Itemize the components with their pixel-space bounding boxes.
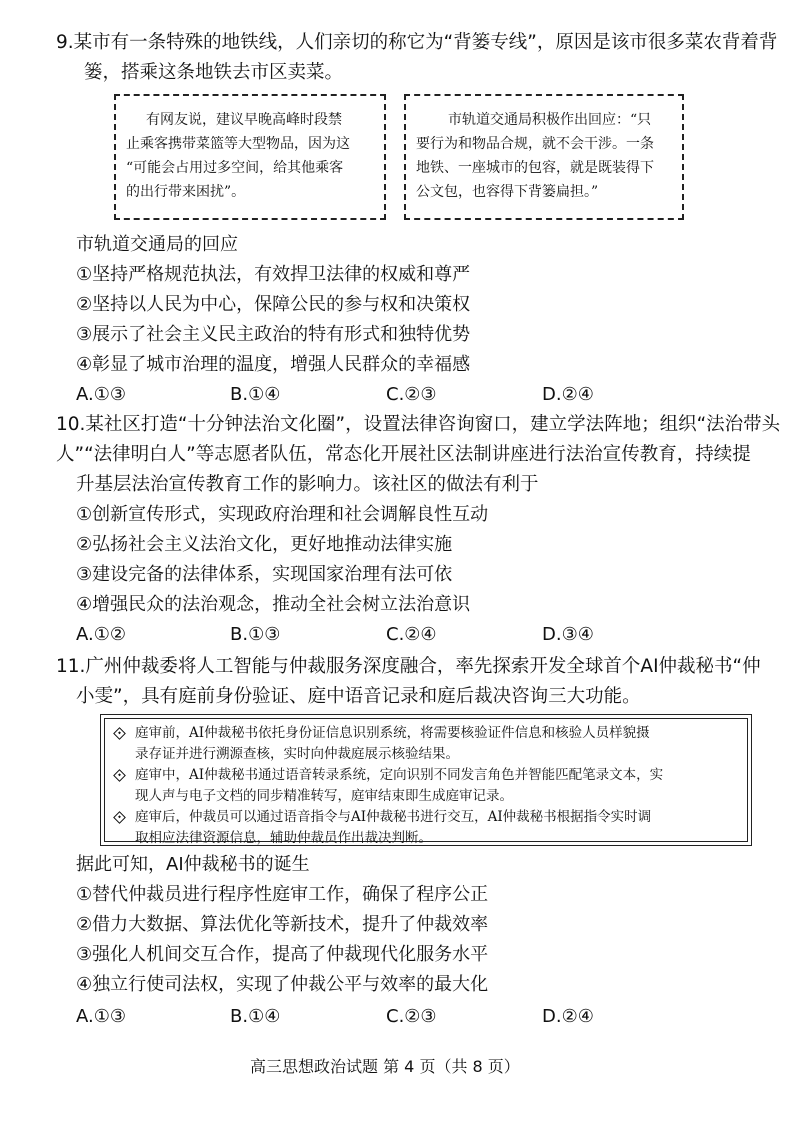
q9-option-a[interactable]: A.①③ (76, 384, 126, 405)
q10-item-4: ④增强民众的法治观念，推动全社会树立法治意识 (76, 594, 471, 615)
q11-options (0, 1004, 800, 1030)
q9-item-2: ②坚持以人民为中心，保障公民的参与权和决策权 (76, 294, 471, 315)
diamond-bullet-icon (113, 769, 126, 782)
q11-item-4: ④独立行使司法权，实现了仲裁公平与效率的最大化 (76, 974, 489, 995)
q11-option-b[interactable]: B.①④ (230, 1006, 281, 1027)
q9-option-c[interactable]: C.②③ (386, 384, 437, 405)
q9-right-box-line-4: 公文包，也容得下背篓扁担。” (416, 184, 599, 200)
q9-lead: 市轨道交通局的回应 (76, 234, 238, 255)
q10-stem-line-2: 人”“法律明白人”等志愿者队伍，常态化开展社区法制讲座进行法治宣传教育，持续提 (56, 444, 751, 465)
q9-item-3: ③展示了社会主义民主政治的特有形式和独特优势 (76, 324, 471, 345)
q9-netizen-box (114, 94, 386, 220)
q11-item-1: ①替代仲裁员进行程序性庭审工作，确保了程序公正 (76, 884, 489, 905)
q9-item-4: ④彰显了城市治理的温度，增强人民群众的幸福感 (76, 354, 471, 375)
q11-item-3: ③强化人机间交互合作，提高了仲裁现代化服务水平 (76, 944, 489, 965)
q11-box-item-2-line-2: 现人声与电子文档的同步精准转写，庭审结束即生成庭审记录。 (135, 788, 513, 804)
page-footer: 高三思想政治试题 第 4 页（共 8 页） (250, 1057, 520, 1076)
q9-right-box-line-1: 市轨道交通局积极作出回应：“只 (448, 112, 652, 128)
q11-function-box (104, 718, 748, 846)
q11-lead: 据此可知，AI仲裁秘书的诞生 (76, 854, 310, 875)
q9-options (0, 382, 800, 408)
q11-option-a[interactable]: A.①③ (76, 1006, 126, 1027)
q11-option-c[interactable]: C.②③ (386, 1006, 437, 1027)
q11-stem-line-1: 11.广州仲裁委将人工智能与仲裁服务深度融合，率先探索开发全球首个AI仲裁秘书“仲 (56, 656, 761, 677)
q11-item-2: ②借力大数据、算法优化等新技术，提升了仲裁效率 (76, 914, 489, 935)
q9-right-box-line-3: 地铁、一座城市的包容，就是既装得下 (416, 160, 654, 176)
q10-option-b[interactable]: B.①③ (230, 624, 281, 645)
q9-left-box-line-1: 有网友说，建议早晚高峰时段禁 (146, 112, 342, 128)
q10-options (0, 622, 800, 648)
q9-stem-line-1: 9.某市有一条特殊的地铁线，人们亲切的称它为“背篓专线”，原因是该市很多菜农背着背 (56, 32, 778, 53)
q11-stem-line-2: 小雯”，具有庭前身份验证、庭中语音记录和庭后裁决咨询三大功能。 (76, 686, 641, 707)
q9-stem-line-2: 篓，搭乘这条地铁去市区卖菜。 (84, 62, 344, 83)
q9-left-box-line-2: 止乘客携带菜篮等大型物品，因为这 (126, 136, 350, 152)
q10-option-c[interactable]: C.②④ (386, 624, 437, 645)
q9-option-d[interactable]: D.②④ (542, 384, 594, 405)
q9-right-box-line-2: 要行为和物品合规，就不会干涉。一条 (416, 136, 654, 152)
q10-item-1: ①创新宣传形式，实现政府治理和社会调解良性互动 (76, 504, 489, 525)
q10-option-d[interactable]: D.③④ (542, 624, 594, 645)
q11-box-item-1-line-2: 录存证并进行溯源查核，实时向仲裁庭展示核验结果。 (135, 746, 459, 762)
q9-left-box-line-4: 的出行带来困扰”。 (126, 184, 246, 200)
q10-stem-line-1: 10.某社区打造“十分钟法治文化圈”，设置法律咨询窗口，建立学法阵地；组织“法治带头 (56, 414, 781, 435)
q11-box-item-3-line-2: 取相应法律资源信息，辅助仲裁员作出裁决判断。 (135, 830, 432, 846)
q11-box-item-3-line-1: 庭审后，仲裁员可以通过语音指令与AI仲裁秘书进行交互，AI仲裁秘书根据指令实时调 (135, 809, 652, 825)
q10-item-2: ②弘扬社会主义法治文化，更好地推动法律实施 (76, 534, 453, 555)
q10-option-a[interactable]: A.①② (76, 624, 126, 645)
q11-option-d[interactable]: D.②④ (542, 1006, 594, 1027)
q10-item-3: ③建设完备的法律体系，实现国家治理有法可依 (76, 564, 453, 585)
q9-authority-box (404, 94, 684, 220)
q10-stem-line-3: 升基层法治宣传教育工作的影响力。该社区的做法有利于 (76, 474, 539, 495)
q9-item-1: ①坚持严格规范执法，有效捍卫法律的权威和尊严 (76, 264, 471, 285)
q9-option-b[interactable]: B.①④ (230, 384, 281, 405)
diamond-bullet-icon (113, 811, 126, 824)
q11-box-item-2-line-1: 庭审中，AI仲裁秘书通过语音转录系统，定向识别不同发言角色并智能匹配笔录文本，实 (135, 767, 664, 783)
diamond-bullet-icon (113, 727, 126, 740)
q9-left-box-line-3: “可能会占用过多空间，给其他乘客 (126, 160, 344, 176)
q11-box-item-1-line-1: 庭审前，AI仲裁秘书依托身份证信息识别系统，将需要核验证件信息和核验人员样貌摄 (135, 725, 650, 741)
